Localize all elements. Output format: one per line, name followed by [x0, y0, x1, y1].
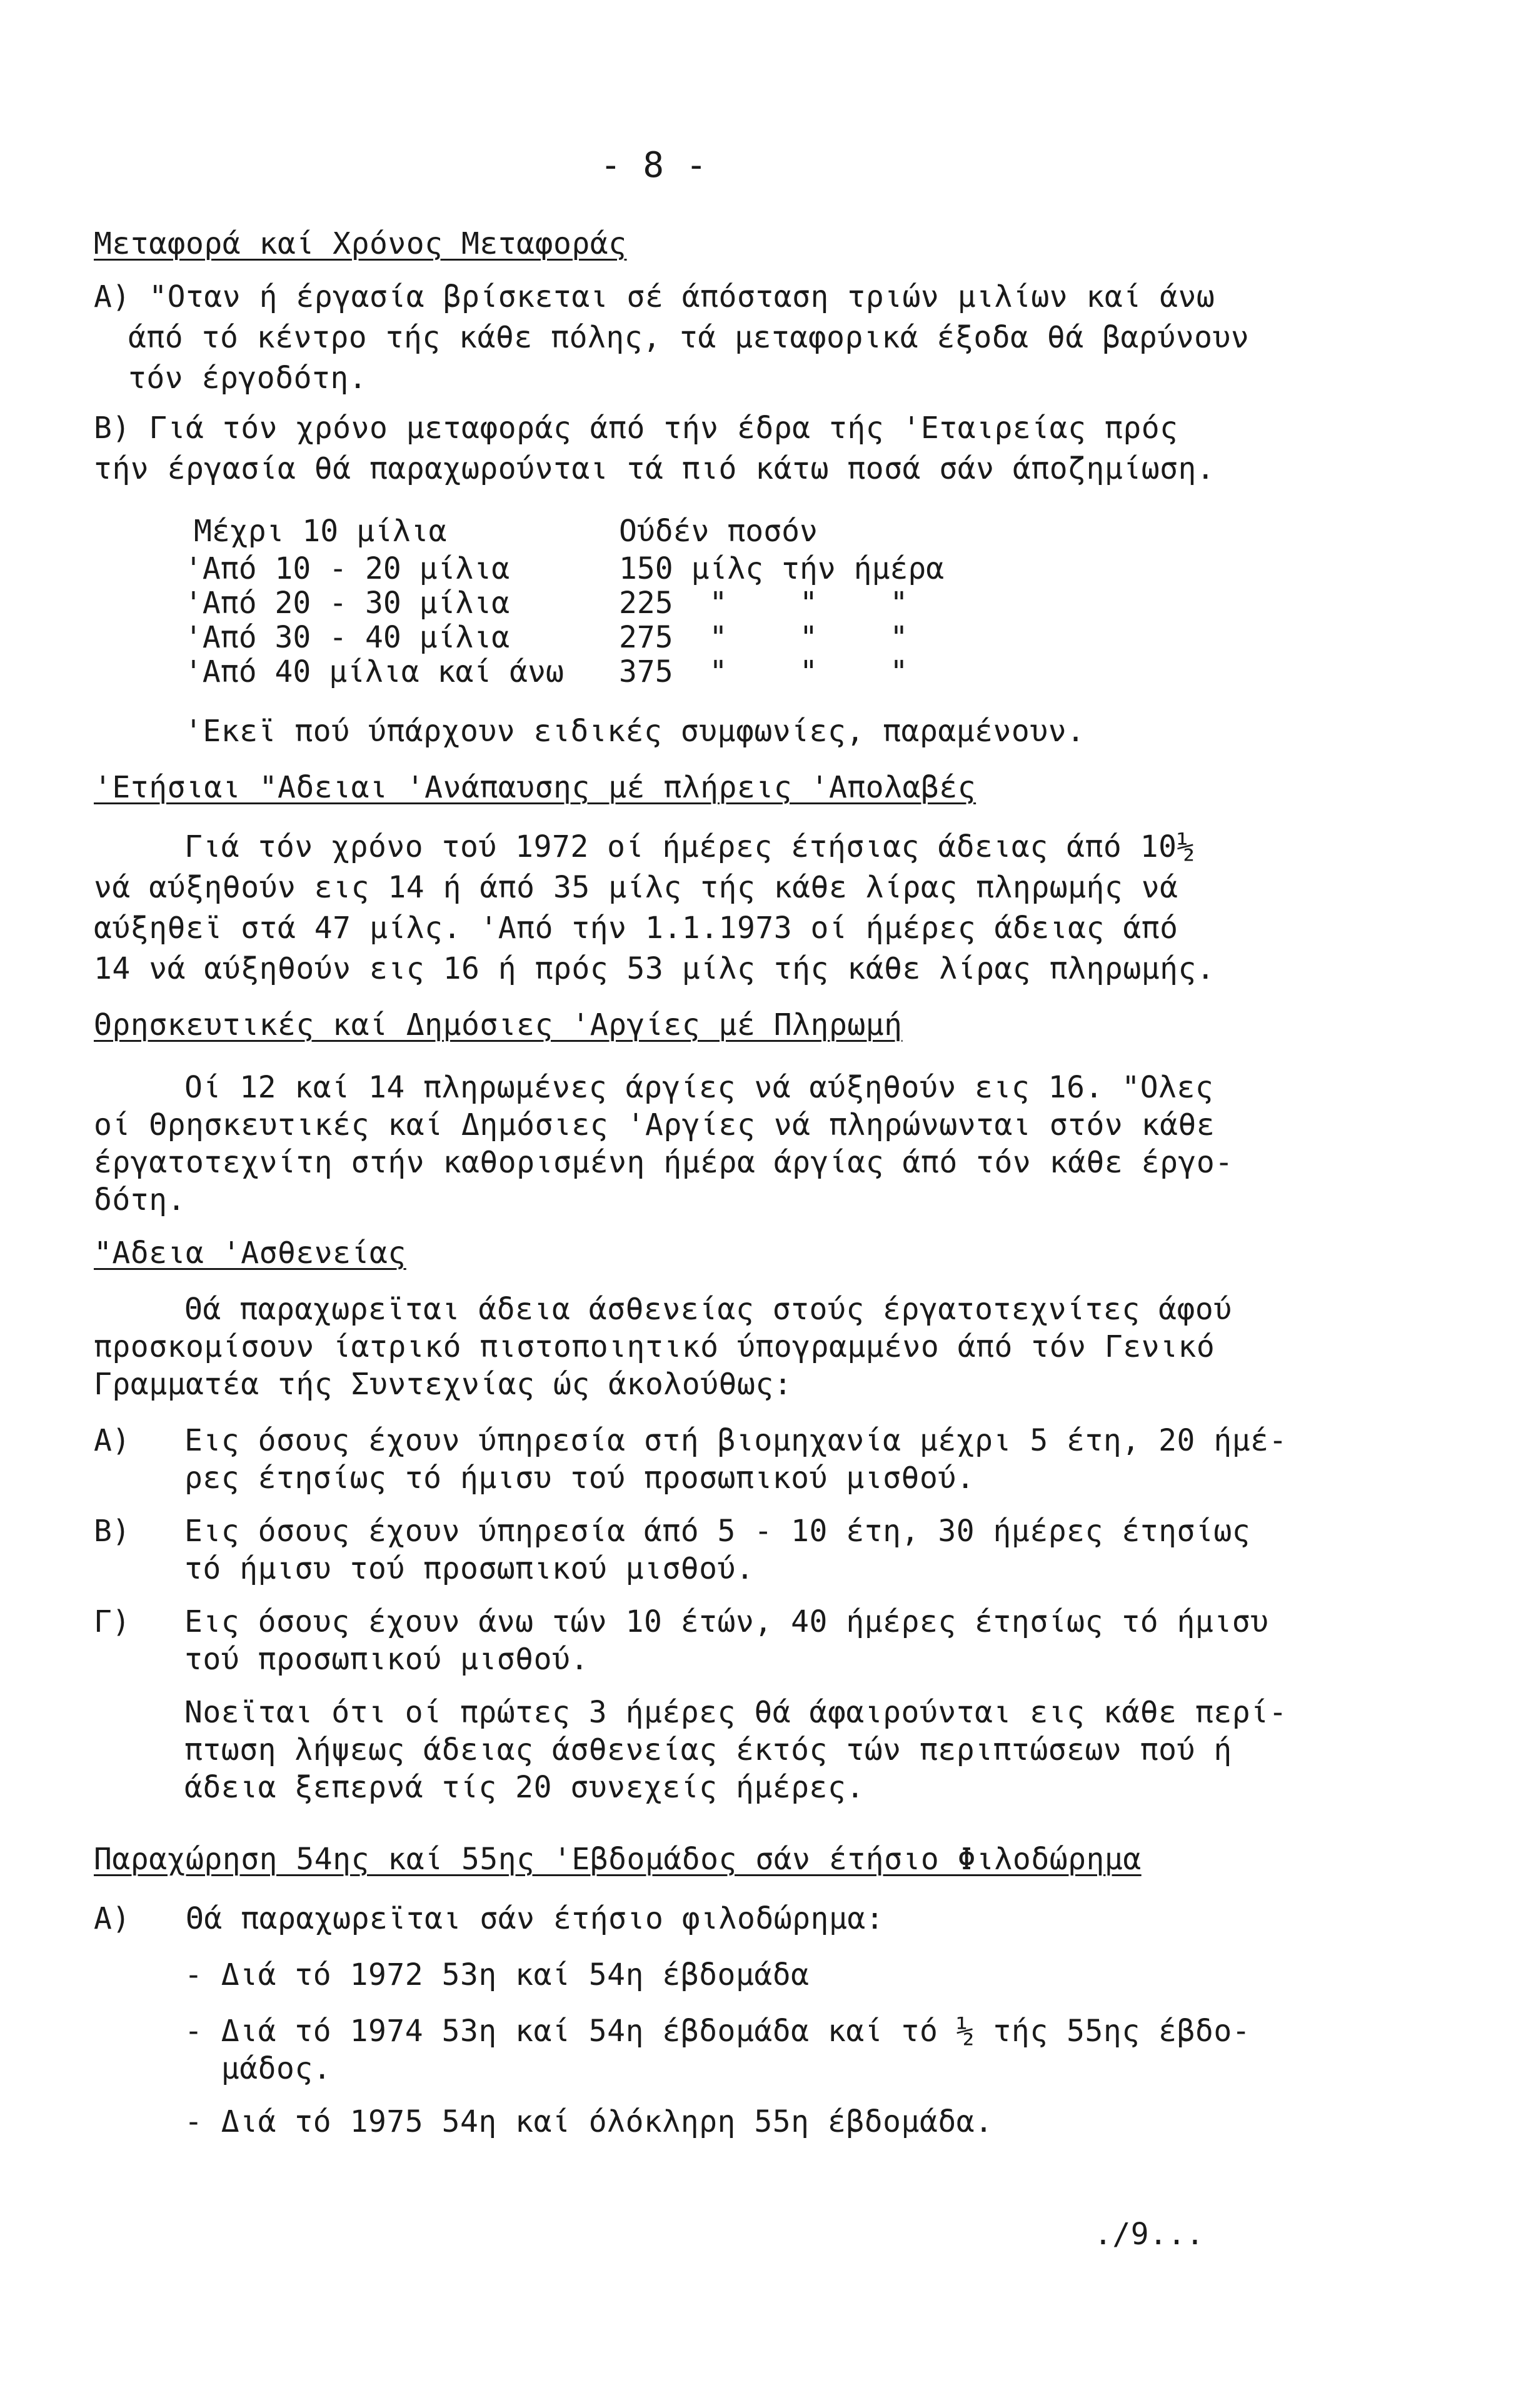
table-cell-amount: 375 " " " [619, 654, 908, 689]
paragraph-line: έργατοτεχνίτη στήν καθορισμένη ήμέρα άργίας άπό τόν κάθε έργο- [94, 1145, 1233, 1180]
table-cell-amount: 150 μίλς τήν ήμέρα [619, 551, 945, 586]
table-cell-range: Μέχρι 10 μίλια [194, 514, 447, 549]
paragraph-line: Γραμματέα τής Συντεχνίας ώς άκολούθως: [94, 1367, 793, 1402]
paragraph-line: Νοεϊται ότι οί πρώτες 3 ήμέρες θά άφαιρούνται εις κάθε περί- [184, 1695, 1287, 1730]
table-cell-range: 'Από 40 μίλια καί άνω [184, 654, 564, 689]
list-item: - Διά τό 1972 53η καί 54η έβδομάδα [184, 1957, 810, 1992]
paragraph-line: Οί 12 καί 14 πληρωμένες άργίες νά αύξηθούν εις 16. "Ολες [184, 1070, 1214, 1105]
list-item: ρες έτησίως τό ήμισυ τού προσωπικού μισθού. [184, 1461, 975, 1496]
list-marker: Γ) [94, 1604, 131, 1639]
table-cell-range: 'Από 10 - 20 μίλια [184, 551, 510, 586]
paragraph-line: Θά παραχωρεϊται άδεια άσθενείας στούς έργατοτεχνίτες άφού [184, 1292, 1232, 1327]
list-item: τού προσωπικού μισθού. [184, 1642, 589, 1677]
list-marker: Α) [94, 1423, 131, 1458]
table-cell-amount: Ούδέν ποσόν [619, 514, 818, 549]
paragraph-line: 14 νά αύξηθούν εις 16 ή πρός 53 μίλς τής κάθε λίρας πληρωμής. [94, 951, 1215, 986]
list-item: Εις όσους έχουν ύπηρεσία άπό 5 - 10 έτη, 30 ήμέρες έτησίως [184, 1514, 1251, 1549]
paragraph-line: άπό τό κέντρο τής κάθε πόλης, τά μεταφορικά έξοδα θά βαρύνουν [128, 320, 1250, 355]
continuation-marker: ./9... [1094, 2217, 1205, 2252]
paragraph-line: Α) "Οταν ή έργασία βρίσκεται σέ άπόσταση τριών μιλίων καί άνω [94, 279, 1215, 314]
paragraph-line: οί Θρησκευτικές καί Δημόσιες 'Αργίες νά πληρώνωνται στόν κάθε [94, 1107, 1215, 1142]
list-marker: Β) [94, 1514, 131, 1549]
table-cell-amount: 225 " " " [619, 586, 908, 621]
heading-bonus: Παραχώρηση 54ης καί 55ης 'Εβδομάδος σάν έτήσιο Φιλοδώρημα [94, 1842, 1142, 1877]
heading-sick-leave: "Αδεια 'Ασθενείας [94, 1236, 406, 1271]
list-item: τό ήμισυ τού προσωπικού μισθού. [184, 1551, 755, 1586]
list-item: Εις όσους έχουν άνω τών 10 έτών, 40 ήμέρες έτησίως τό ήμισυ [184, 1604, 1269, 1639]
list-item: - Διά τό 1974 53η καί 54η έβδομάδα καί τό ½ τής 55ης έβδο- [184, 2014, 1251, 2049]
paragraph-line: πτωση λήψεως άδειας άσθενείας έκτός τών περιπτώσεων πού ή [184, 1732, 1232, 1767]
heading-annual-leave: 'Ετήσιαι "Αδειαι 'Ανάπαυσης μέ πλήρεις 'Απολαβές [94, 770, 976, 805]
table-cell-amount: 275 " " " [619, 620, 908, 655]
paragraph-line: Γιά τόν χρόνο τού 1972 οί ήμέρες έτήσιας άδειας άπό 10½ [184, 829, 1195, 864]
table-cell-range: 'Από 20 - 30 μίλια [184, 586, 510, 621]
heading-transport: Μεταφορά καί Χρόνος Μεταφοράς [94, 226, 627, 261]
heading-holidays: Θρησκευτικές καί Δημόσιες 'Αργίες μέ Πληρωμή [94, 1007, 903, 1042]
list-item: Εις όσους έχουν ύπηρεσία στή βιομηχανία μέχρι 5 έτη, 20 ήμέ- [184, 1423, 1287, 1458]
paragraph-line: τόν έργοδότη. [128, 361, 368, 396]
page-number: - 8 - [600, 145, 708, 186]
table-cell-range: 'Από 30 - 40 μίλια [184, 620, 510, 655]
list-item: - Διά τό 1975 54η καί όλόκληρη 55η έβδομάδα. [184, 2104, 993, 2139]
list-item: μάδος. [184, 2051, 332, 2086]
paragraph-line: Α) Θά παραχωρεϊται σάν έτήσιο φιλοδώρημα: [94, 1901, 885, 1936]
paragraph-line: δότη. [94, 1182, 186, 1217]
paragraph-line: τήν έργασία θά παραχωρούνται τά πιό κάτω ποσά σάν άποζημίωση. [94, 451, 1215, 486]
paragraph-line: 'Εκεϊ πού ύπάρχουν ειδικές συμφωνίες, παραμένουν. [184, 714, 1085, 749]
paragraph-line: νά αύξηθούν εις 14 ή άπό 35 μίλς τής κάθε λίρας πληρωμής νά [94, 870, 1178, 905]
paragraph-line: Β) Γιά τόν χρόνο μεταφοράς άπό τήν έδρα τής 'Εταιρείας πρός [94, 411, 1178, 446]
paragraph-line: προσκομίσουν ίατρικό πιστοποιητικό ύπογραμμένο άπό τόν Γενικό [94, 1329, 1215, 1364]
paragraph-line: αύξηθεϊ στά 47 μίλς. 'Από τήν 1.1.1973 οί ήμέρες άδειας άπό [94, 911, 1178, 946]
paragraph-line: άδεια ξεπερνά τίς 20 συνεχείς ήμέρες. [184, 1770, 865, 1805]
